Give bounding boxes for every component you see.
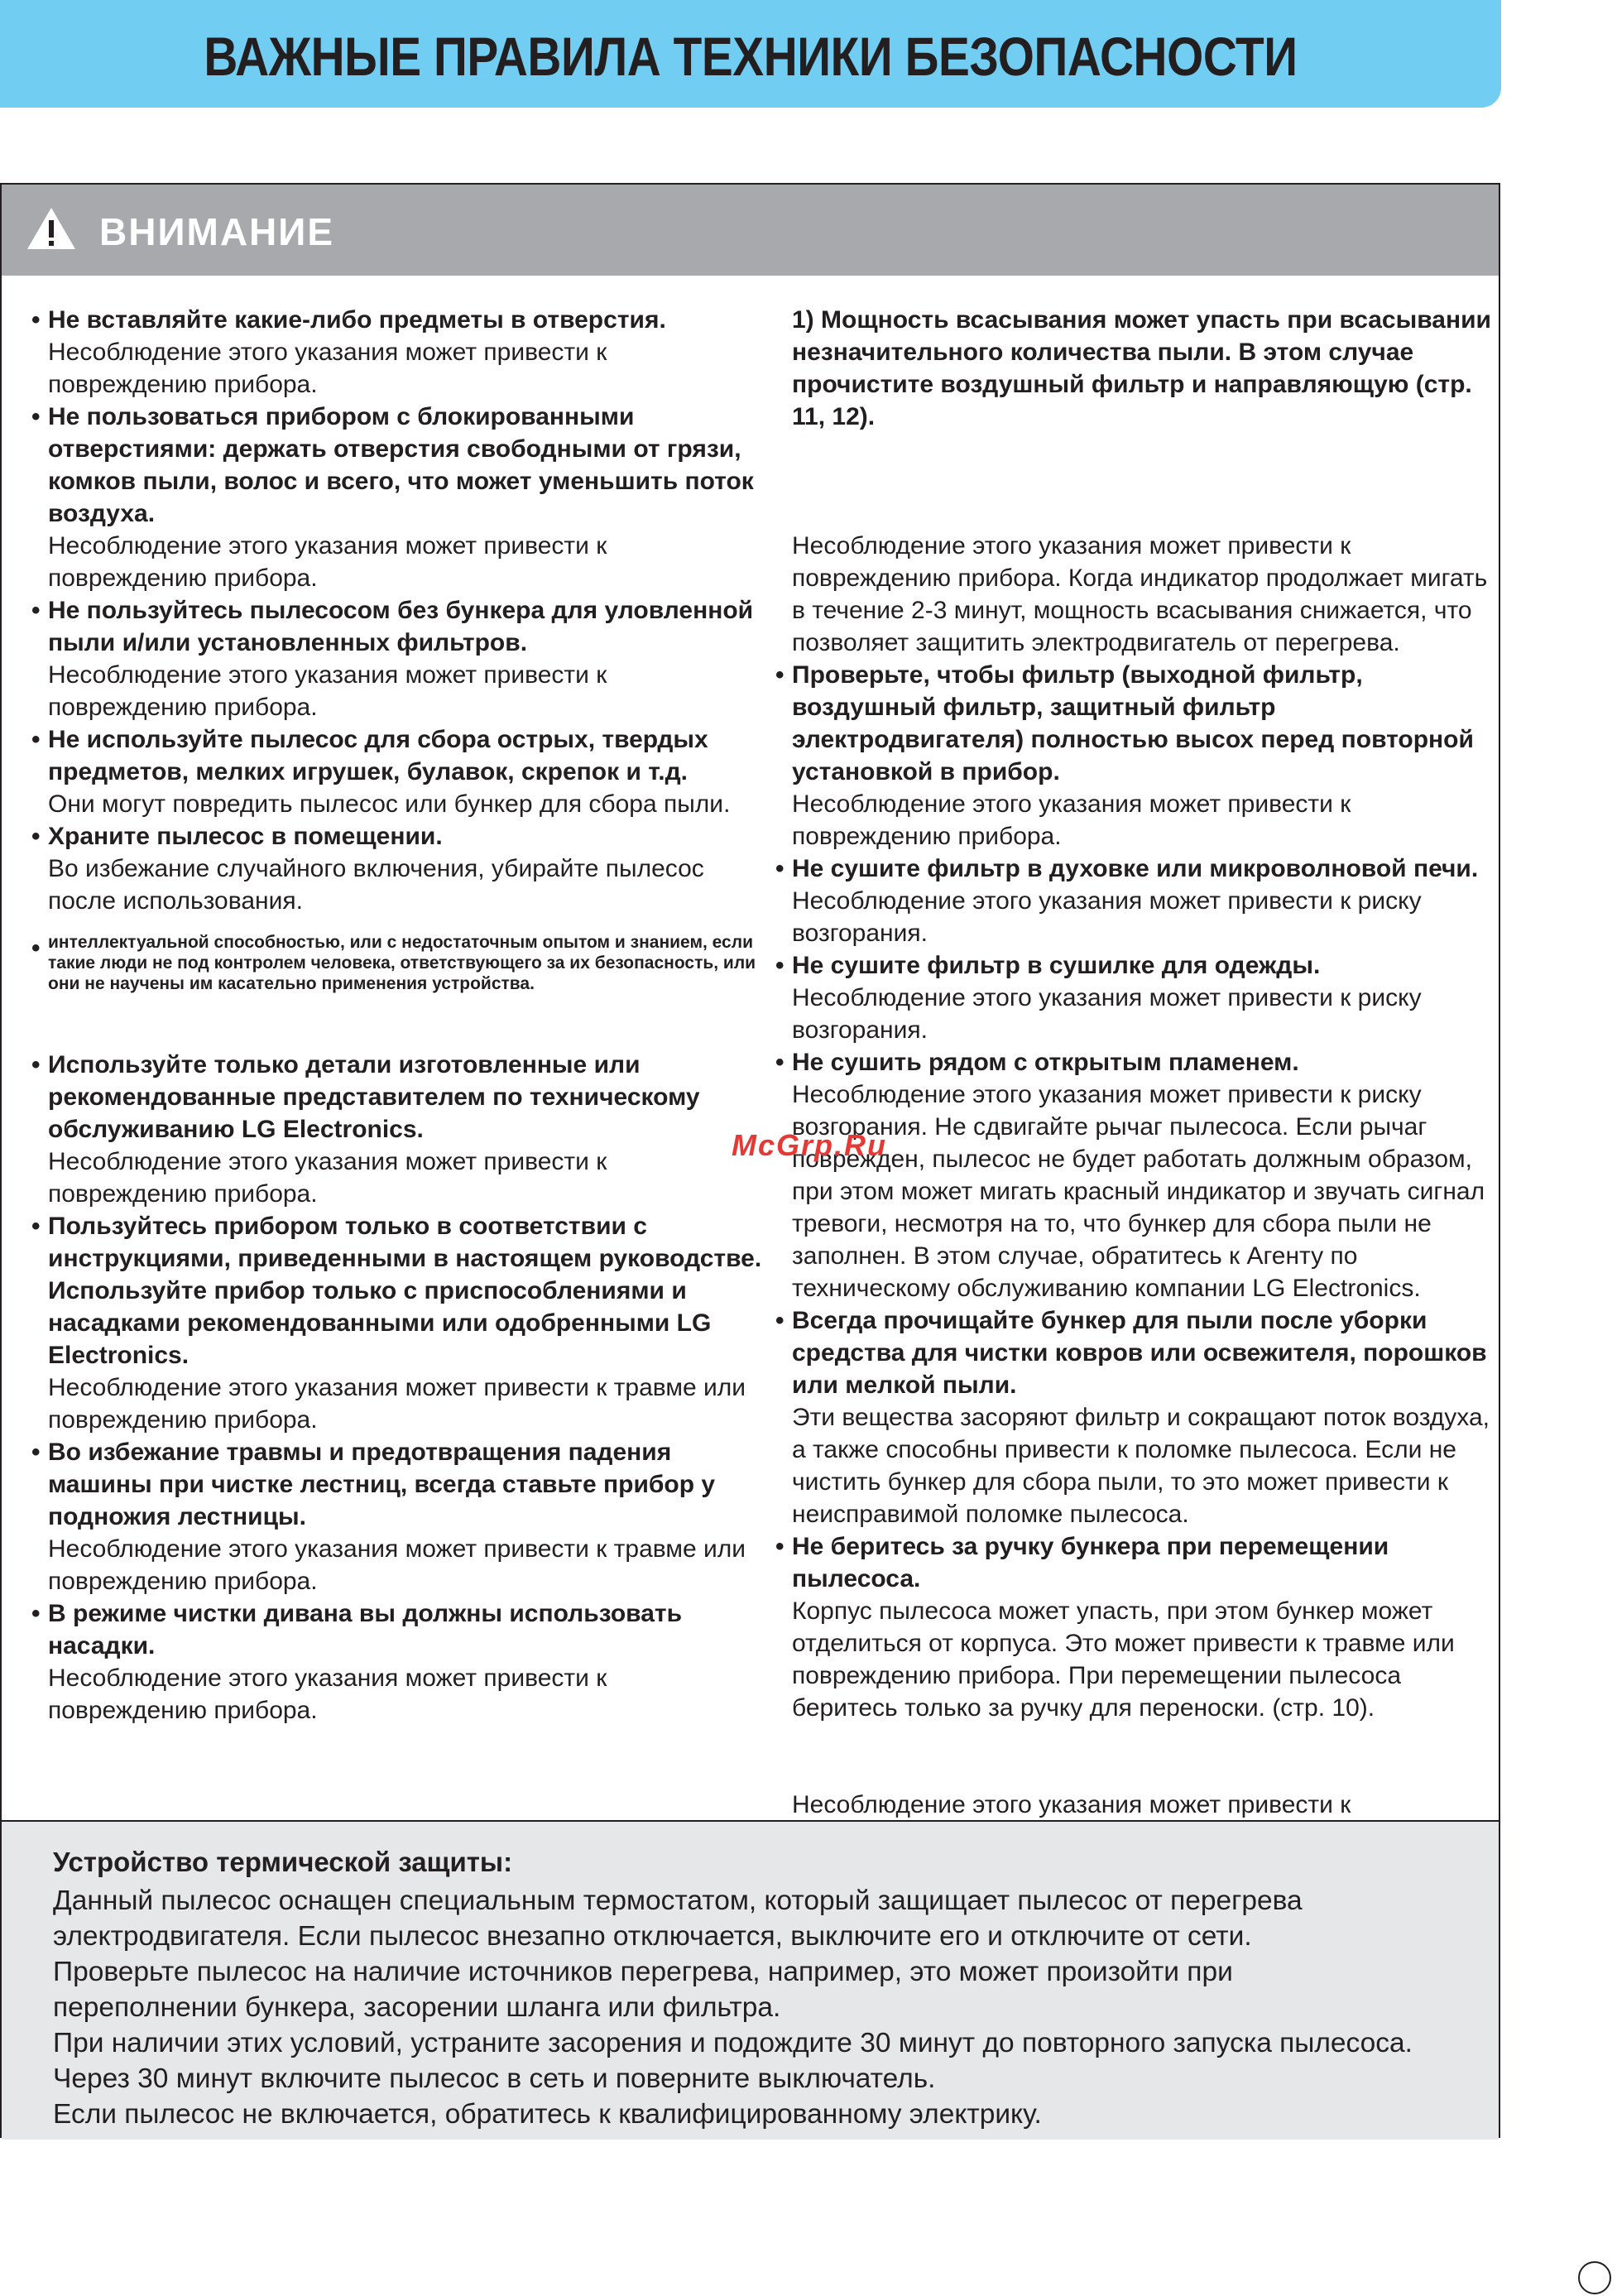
thermal-line: Через 30 минут включите пылесос в сеть и поверните выключатель. xyxy=(53,2063,936,2094)
list-item: • Храните пылесос в помещении. Во избежание случайного включения, убирайте пылесос после использования. xyxy=(31,820,768,917)
list-item: • Используйте только детали изготовленные или рекомендованные представителем по техническому обслуживанию LG Electronics. Несоблюдение этого указания может привести к повреждению прибора. xyxy=(31,1049,768,1210)
thermal-line: переполнении бункера, засорении шланга или фильтра. xyxy=(53,1992,781,2023)
item-heading: Не сушите фильтр в духовке или микроволновой печи. xyxy=(792,855,1479,882)
list-item: • В режиме чистки дивана вы должны использовать насадки. Несоблюдение этого указания может привести к повреждению прибора. xyxy=(31,1597,768,1727)
item-desc: Несоблюдение этого указания может привести к повреждению прибора. xyxy=(48,339,607,398)
item-desc: Несоблюдение этого указания может привести к повреждению прибора. xyxy=(48,1148,607,1208)
final-desc: Несоблюдение этого указания может привести к xyxy=(792,1791,1351,1818)
page-number-circle xyxy=(1578,2261,1611,2294)
page-title: ВАЖНЫЕ ПРАВИЛА ТЕХНИКИ БЕЗОПАСНОСТИ xyxy=(204,26,1298,87)
item-desc: Во избежание случайного включения, убирайте пылесос после использования. xyxy=(48,855,704,915)
list-item: • интеллектуальной способностью, или с недостаточным опытом и знанием, если такие люди не под контролем человека, ответствующего за их безопасность, или они не научены им касательно применения устройства. xyxy=(31,932,768,994)
item-heading: Храните пылесос в помещении. xyxy=(48,823,443,850)
title-banner xyxy=(0,0,1501,108)
watermark: McGrp.Ru xyxy=(732,1128,888,1162)
warning-label: ВНИМАНИЕ xyxy=(99,210,335,253)
list-item: • Не пользоваться прибором с блокированными отверстиями: держать отверстия свободными от грязи, комков пыли, волос и всего, что может уменьшить поток воздуха. Несоблюдение этого указания может привести к повреждению прибора. xyxy=(31,401,768,594)
list-item: • Не сушите фильтр в сушилке для одежды. Несоблюдение этого указания может привести к риску возгорания. xyxy=(775,949,1504,1046)
list-item: • Не пользуйтесь пылесосом без бункера для уловленной пыли и/или установленных фильтров. Несоблюдение этого указания может привести к повреждению прибора. xyxy=(31,594,768,723)
list-item: • Проверьте, чтобы фильтр (выходной фильтр, воздушный фильтр, защитный фильтр электродвигателя) полностью высох перед повторной установкой в прибор. Несоблюдение этого указания может привести к повреждению прибора. xyxy=(775,659,1504,853)
thermal-line: Данный пылесос оснащен специальным термостатом, который защищает пылесос от перегрева xyxy=(53,1885,1303,1916)
thermal-text xyxy=(53,1883,1493,2132)
item-heading: Пользуйтесь прибором только в соответствии с инструкциями, приведенными в настоящем руководстве. Используйте прибор только с приспособлениями и насадками рекомендованными или одобренными LG Electronics. xyxy=(48,1213,762,1369)
item-desc: Несоблюдение этого указания может привести к риску возгорания. xyxy=(792,887,1422,947)
item-desc: Несоблюдение этого указания может привести к повреждению прибора. xyxy=(48,532,607,592)
item-heading: В режиме чистки дивана вы должны использовать насадки. xyxy=(48,1600,683,1660)
item-heading: Не пользоваться прибором с блокированными отверстиями: держать отверстия свободными от грязи, комков пыли, волос и всего, что может уменьшить поток воздуха. xyxy=(48,403,754,527)
item-desc: Несоблюдение этого указания может привести к повреждению прибора. xyxy=(48,661,607,721)
left-column xyxy=(31,304,768,1727)
list-item: • Всегда прочищайте бункер для пыли после уборки средства для чистки ковров или освежителя, порошков или мелкой пыли. Эти вещества засоряют фильтр и сокращают поток воздуха, а также способны привести к поломке пылесоса. Если не чистить бункер для сбора пыли, то это может привести к неисправимой поломке пылесоса. xyxy=(775,1304,1504,1530)
list-item: • Не используйте пылесос для сбора острых, твердых предметов, мелких игрушек, булавок, скрепок и т.д. Они могут повредить пылесос или бункер для сбора пыли. xyxy=(31,723,768,820)
item-desc: Несоблюдение этого указания может привести к травме или повреждению прибора. xyxy=(48,1535,746,1595)
item-heading: Проверьте, чтобы фильтр (выходной фильтр, воздушный фильтр, защитный фильтр электродвигателя) полностью высох перед повторной установкой в прибор. xyxy=(792,661,1474,785)
item-desc: Эти вещества засоряют фильтр и сокращают поток воздуха, а также способны привести к поломке пылесоса. Если не чистить бункер для сбора пыли, то это может привести к неисправимой поломке пылесоса. xyxy=(792,1404,1490,1528)
thermal-line: Если пылесос не включается, обратитесь к квалифицированному электрику. xyxy=(53,2099,1042,2130)
item-heading: Не сушите фильтр в сушилке для одежды. xyxy=(792,952,1321,979)
item-heading: Не сушить рядом с открытым пламенем. xyxy=(792,1049,1299,1076)
list-item: • Не беритесь за ручку бункера при перемещении пылесоса. Корпус пылесоса может упасть, при этом бункер может отделиться от корпуса. Это может привести к травме или повреждению прибора. При перемещении пылесоса беритесь только за ручку для переноски. (стр. 10). xyxy=(775,1530,1504,1724)
item-heading: Во избежание травмы и предотвращения падения машины при чистке лестниц, всегда ставьте прибор у подножия лестницы. xyxy=(48,1439,716,1530)
thermal-protection-box xyxy=(2,1820,1499,2140)
right-column xyxy=(775,304,1504,1853)
thermal-line: Проверьте пылесос на наличие источников перегрева, например, это может произойти при xyxy=(53,1957,1233,1987)
note-desc: Несоблюдение этого указания может привести к повреждению прибора. Когда индикатор продолжает мигать в течение 2-3 минут, мощность всасывания снижается, что позволяет защитить электродвигатель от перегрева. xyxy=(792,532,1488,656)
item-heading: Не вставляйте какие-либо предметы в отверстия. xyxy=(48,306,666,334)
thermal-title: Устройство термической защиты: xyxy=(53,1847,513,1877)
thermal-line: электродвигателя. Если пылесос внезапно отключается, выключите его и отключите от сети. xyxy=(53,1921,1252,1952)
item-heading: Не используйте пылесос для сбора острых, твердых предметов, мелких игрушек, булавок, скрепок и т.д. xyxy=(48,726,708,785)
item-heading: Используйте только детали изготовленные или рекомендованные представителем по техническому обслуживанию LG Electronics. xyxy=(48,1051,700,1143)
warning-header xyxy=(2,185,1499,276)
item-desc: Несоблюдение этого указания может привести к риску возгорания. xyxy=(792,984,1422,1044)
list-item: • Не сушите фильтр в духовке или микроволновой печи. Несоблюдение этого указания может привести к риску возгорания. xyxy=(775,853,1504,949)
note-suction: 1) Мощность всасывания может упасть при всасывании незначительного количества пыли. В этом случае прочистите воздушный фильтр и направляющую (стр. 11, 12). xyxy=(792,306,1491,430)
item-desc: Несоблюдение этого указания может привести к повреждению прибора. xyxy=(792,790,1351,850)
item-desc: Несоблюдение этого указания может привести к травме или повреждению прибора. xyxy=(48,1374,746,1434)
item-desc: Они могут повредить пылесос или бункер для сбора пыли. xyxy=(48,790,731,818)
list-item: • Не вставляйте какие-либо предметы в отверстия. Несоблюдение этого указания может привести к повреждению прибора. xyxy=(31,304,768,401)
warning-triangle-icon xyxy=(26,206,77,251)
item-desc: Корпус пылесоса может упасть, при этом бункер может отделиться от корпуса. Это может привести к травме или повреждению прибора. При перемещении пылесоса беритесь только за ручку для переноски. (стр. 10). xyxy=(792,1597,1455,1722)
thermal-line: При наличии этих условий, устраните засорения и подождите 30 минут до повторного запуска пылесоса. xyxy=(53,2028,1413,2058)
item-heading: Не беритесь за ручку бункера при перемещении пылесоса. xyxy=(792,1533,1389,1592)
list-item: • Во избежание травмы и предотвращения падения машины при чистке лестниц, всегда ставьте прибор у подножия лестницы. Несоблюдение этого указания может привести к травме или повреждению прибора. xyxy=(31,1436,768,1597)
item-heading: Всегда прочищайте бункер для пыли после уборки средства для чистки ковров или освежителя, порошков или мелкой пыли. xyxy=(792,1307,1487,1399)
item-desc: Несоблюдение этого указания может привести к повреждению прибора. xyxy=(48,1664,607,1724)
item-heading: Не пользуйтесь пылесосом без бункера для уловленной пыли и/или установленных фильтров. xyxy=(48,597,754,656)
item-small-text: интеллектуальной способностью, или с недостаточным опытом и знанием, если такие люди не под контролем человека, ответствующего за их безопасность, или они не научены им касательно применения устройства. xyxy=(48,933,756,993)
list-item: • Не сушить рядом с открытым пламенем. Несоблюдение этого указания может привести к риску возгорания. Не сдвигайте рычаг пылесоса. Если рычаг поврежден, пылесос не будет работать должным образом, при этом может мигать красный индикатор и звучать сигнал тревоги, несмотря на то, что бункер для сбора пыли не заполнен. В этом случае, обратитесь к Агенту по техническому обслуживанию компании LG Electronics. xyxy=(775,1046,1504,1304)
item-desc: Несоблюдение этого указания может привести к риску возгорания. Не сдвигайте рычаг пылесоса. Если рычаг поврежден, пылесос не будет работать должным образом, при этом может мигать красный индикатор и звучать сигнал тревоги, несмотря на то, что бункер для сбора пыли не заполнен. В этом случае, обратитесь к Агенту по техническому обслуживанию компании LG Electronics. xyxy=(792,1081,1485,1302)
list-item: • Пользуйтесь прибором только в соответствии с инструкциями, приведенными в настоящем руководстве. Используйте прибор только с приспособлениями и насадками рекомендованными или одобренными LG Electronics. Несоблюдение этого указания может привести к травме или повреждению прибора. xyxy=(31,1210,768,1436)
